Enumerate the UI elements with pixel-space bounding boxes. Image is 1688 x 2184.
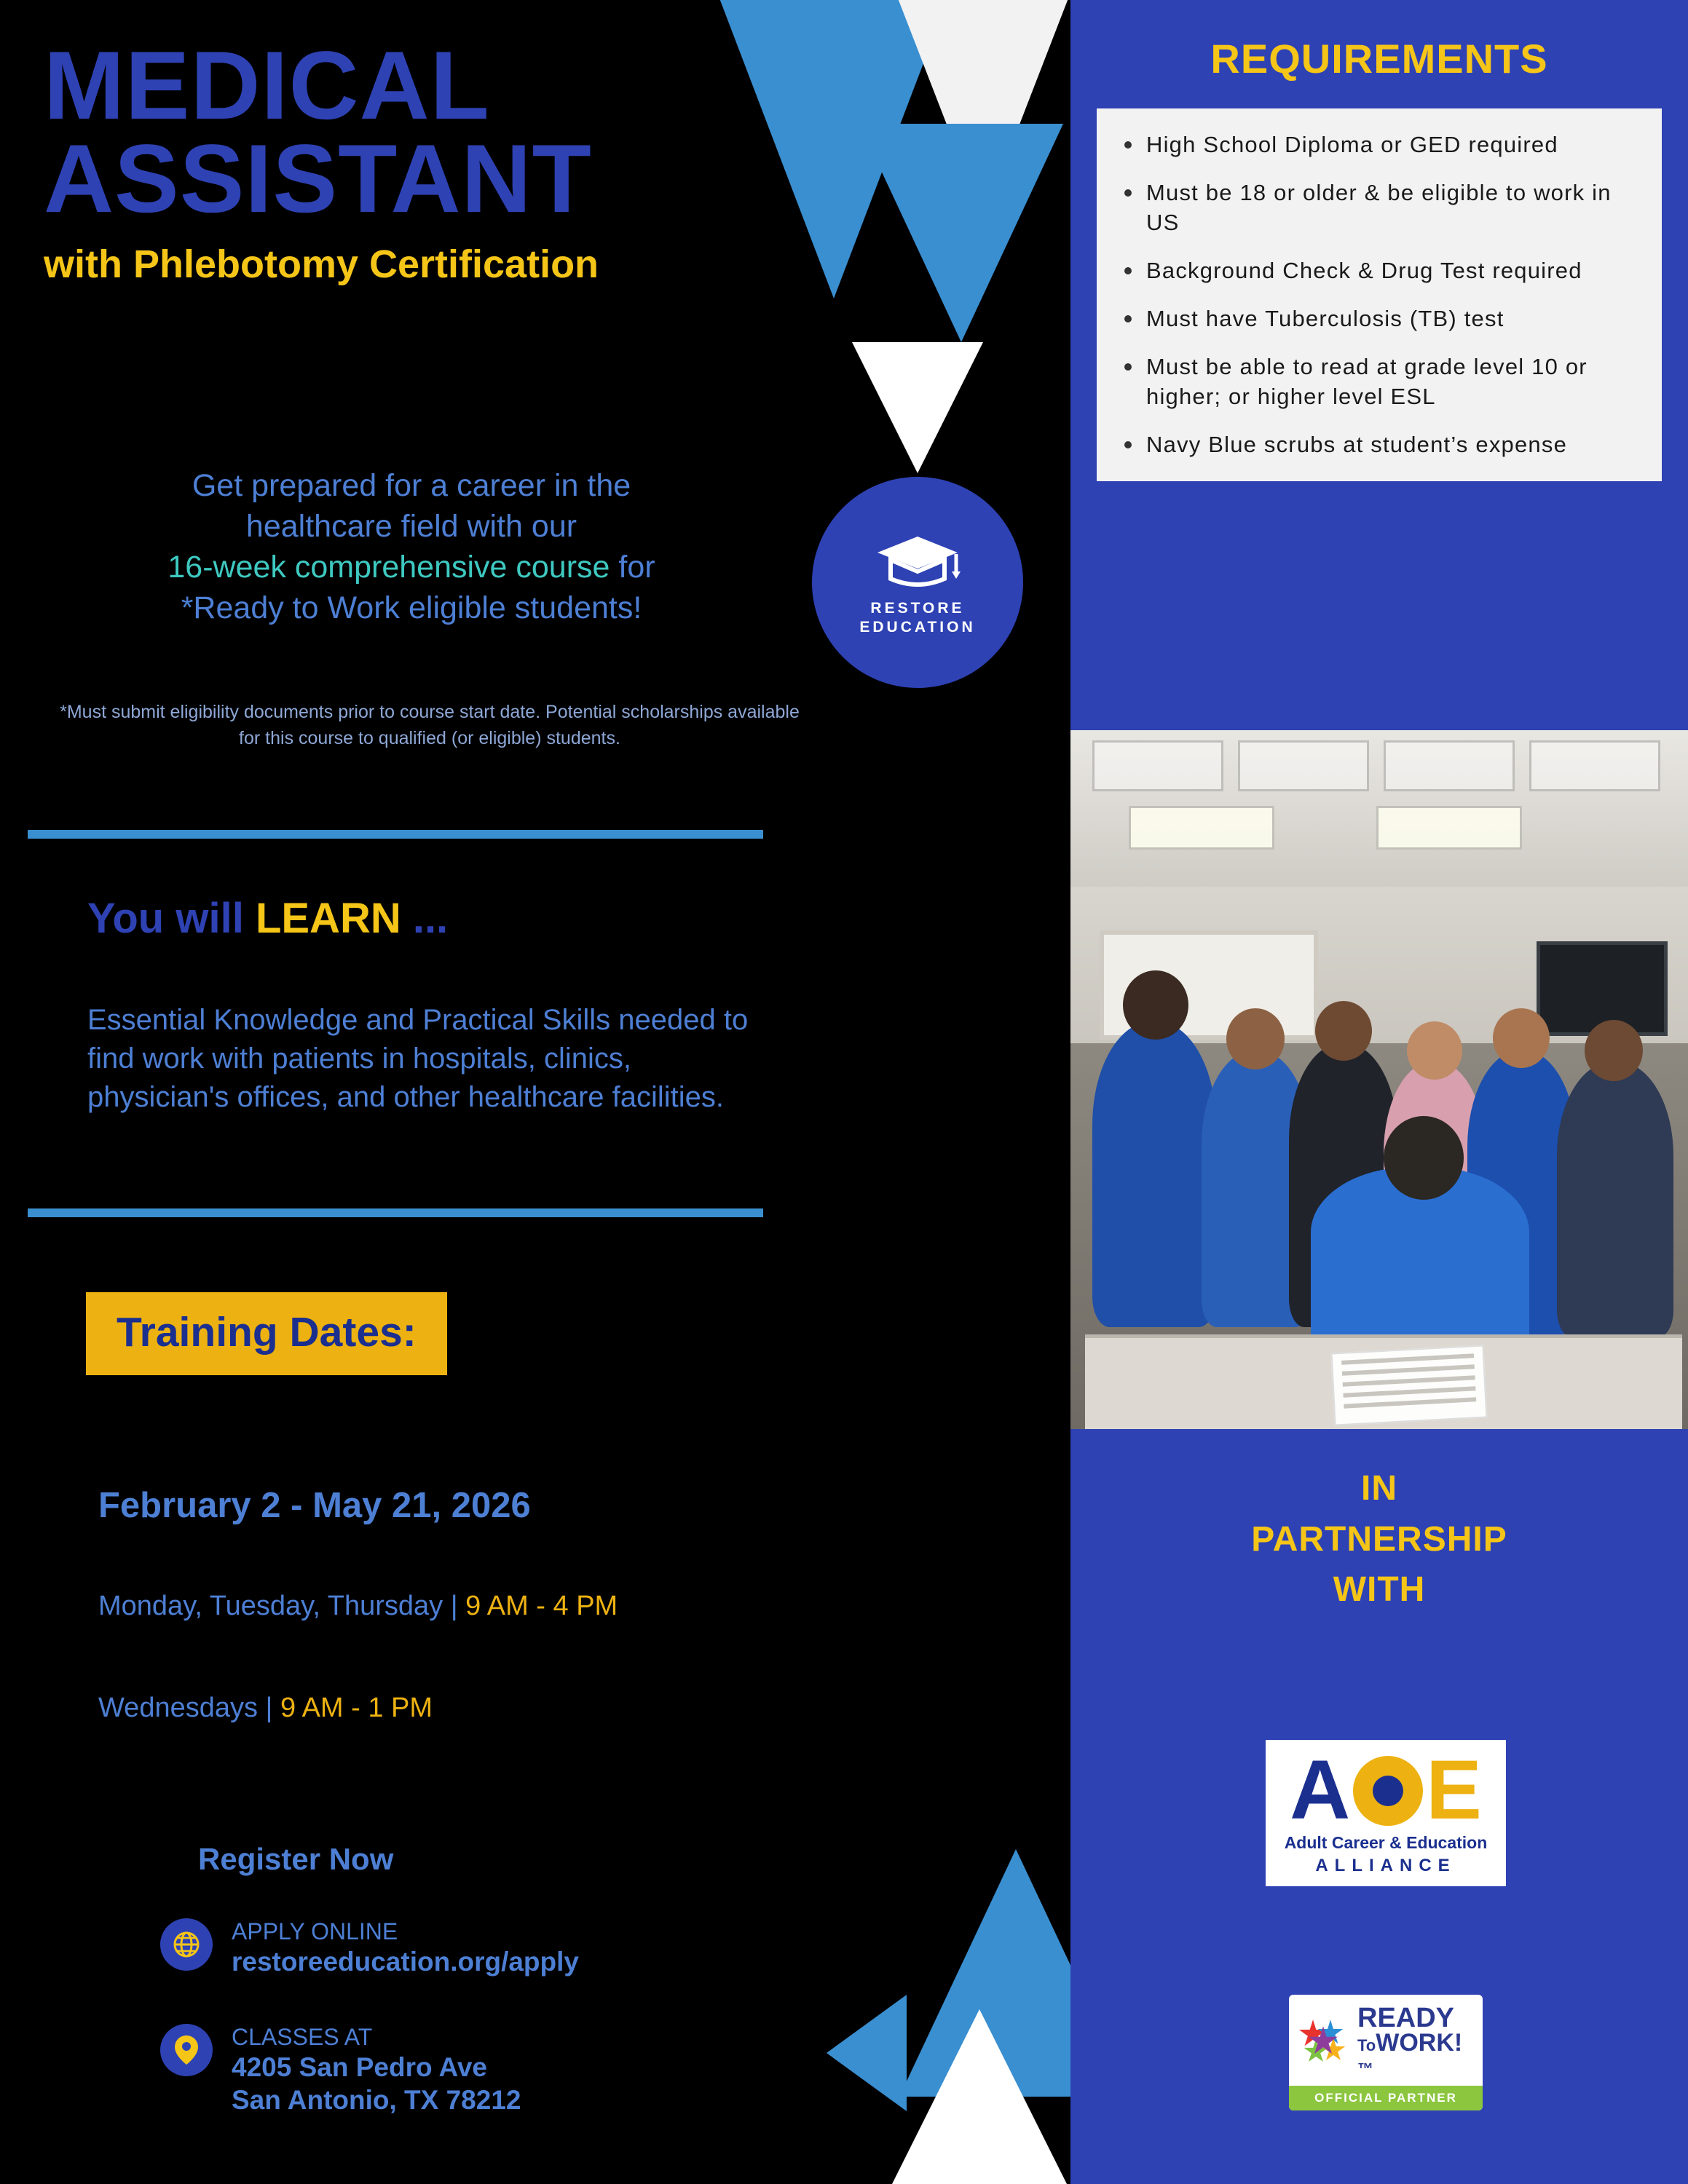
requirements-list	[1116, 130, 1643, 459]
photo-paper	[1331, 1345, 1488, 1426]
photo-person	[1092, 1021, 1216, 1327]
photo-person-head	[1407, 1021, 1462, 1080]
learn-body: Essential Knowledge and Practical Skills needed to find work with patients in hospitals, clinics, physician's offices, and other healthcare facilities.	[87, 1004, 749, 1113]
rtw-line-1: READY	[1357, 2003, 1455, 2033]
schedule-time-2: 9 AM - 1 PM	[280, 1693, 433, 1723]
partnership-heading	[1070, 1463, 1688, 1615]
photo-ceiling-tile	[1238, 740, 1369, 791]
divider-top	[28, 830, 763, 839]
requirements-title: REQUIREMENTS	[1210, 36, 1548, 82]
ready-to-work-main	[1296, 2005, 1475, 2078]
partnership-line-1: IN	[1361, 1469, 1397, 1508]
photo-ceiling-tile	[1384, 740, 1515, 791]
ace-tagline: Adult Career & Education	[1284, 1832, 1488, 1852]
ace-letter-a: A	[1290, 1744, 1351, 1837]
training-date-range: February 2 - May 21, 2026	[98, 1486, 531, 1525]
apply-online-block[interactable]	[160, 1918, 579, 1978]
schedule-row-2	[98, 1693, 433, 1724]
classes-location-text	[232, 2024, 521, 2116]
address-line-1: 4205 San Pedro Ave	[232, 2052, 487, 2082]
location-pin-icon	[160, 2024, 213, 2076]
logo-name-line1: RESTORE	[870, 599, 965, 617]
schedule-row-1	[98, 1591, 618, 1622]
list-item: Must be able to read at grade level 10 or higher; or higher level ESL	[1116, 352, 1643, 411]
photo-ceiling-light	[1376, 806, 1522, 850]
classes-at-label: CLASSES AT	[232, 2024, 373, 2050]
list-item: Must be 18 or older & be eligible to work in US	[1116, 178, 1643, 237]
ace-logo-letters	[1266, 1744, 1506, 1837]
learn-heading-yellow: LEARN	[255, 895, 401, 942]
page-subtitle: with Phlebotomy Certification	[44, 242, 599, 287]
learn-heading-plain: You will	[87, 895, 256, 942]
learn-heading-tail: ...	[401, 895, 449, 942]
photo-ceiling-light	[1129, 806, 1274, 850]
photo-person-head	[1226, 1008, 1285, 1069]
apply-online-text	[232, 1918, 579, 1978]
list-item: Navy Blue scrubs at student’s expense	[1116, 430, 1643, 459]
classes-location-block	[160, 2024, 521, 2116]
learn-heading	[87, 894, 448, 943]
right-column	[1070, 0, 1688, 2184]
photo-person	[1557, 1061, 1673, 1338]
logo-name-line2: EDUCATION	[859, 619, 976, 636]
intro-line-1: Get prepared for a career in the	[192, 468, 631, 503]
schedule-days-2: Wednesdays |	[98, 1693, 280, 1723]
globe-icon	[160, 1918, 213, 1971]
title-line-2: ASSISTANT	[44, 124, 592, 233]
photo-ceiling-tile	[1092, 740, 1223, 791]
ace-logo	[1266, 1740, 1506, 1886]
intro-highlight: 16-week comprehensive course	[167, 549, 610, 585]
fineprint-note: *Must submit eligibility documents prior to course start date. Potential scholarships available for this course to qualified (or eligible) students.	[60, 702, 800, 749]
requirements-card	[1097, 108, 1662, 481]
rtw-work-word: WORK!	[1376, 2029, 1463, 2057]
official-partner-badge: OFFICIAL PARTNER	[1289, 2086, 1483, 2110]
photo-person-head	[1123, 970, 1188, 1040]
partnership-line-3: WITH	[1333, 1570, 1426, 1610]
partnership-line-2: PARTNERSHIP	[1251, 1519, 1507, 1559]
intro-paragraph	[44, 466, 779, 629]
decorative-triangle-blue-mid	[859, 124, 1063, 342]
ace-alliance-label: ALLIANCE	[1315, 1855, 1456, 1875]
photo-person-head	[1585, 1020, 1643, 1081]
photo-person-head	[1493, 1008, 1550, 1068]
training-dates-badge	[86, 1292, 447, 1375]
schedule-time-1: 9 AM - 4 PM	[465, 1591, 618, 1621]
ace-letter-e: E	[1426, 1744, 1482, 1837]
decorative-triangle-left-arrow	[827, 1995, 907, 2111]
rtw-line-2	[1357, 2029, 1462, 2080]
decorative-triangle-white-mid	[852, 342, 983, 473]
list-item: High School Diploma or GED required	[1116, 130, 1643, 159]
schedule-days-1: Monday, Tuesday, Thursday |	[98, 1591, 466, 1621]
list-item: Background Check & Drug Test required	[1116, 256, 1643, 285]
ready-to-work-logo	[1289, 1995, 1483, 2110]
star-burst-icon	[1296, 2014, 1350, 2068]
photo-ceiling-tile	[1529, 740, 1660, 791]
address-line-2: San Antonio, TX 78212	[232, 2084, 521, 2115]
divider-bottom	[28, 1208, 763, 1217]
ready-to-work-text	[1357, 2005, 1475, 2078]
title-line-1: MEDICAL	[44, 32, 490, 140]
intro-line-3-tail: for	[610, 549, 655, 585]
rtw-trademark: ™	[1357, 2060, 1373, 2078]
register-heading: Register Now	[198, 1842, 394, 1876]
graduation-cap-icon	[870, 528, 965, 595]
classroom-photo	[1070, 730, 1688, 1429]
photo-person-head	[1315, 1001, 1372, 1061]
list-item: Must have Tuberculosis (TB) test	[1116, 304, 1643, 333]
page-title	[44, 32, 599, 287]
intro-line-4: *Ready to Work eligible students!	[181, 590, 642, 625]
training-dates-label: Training Dates:	[117, 1309, 417, 1356]
decorative-triangle-white-bottom	[885, 2009, 1070, 2184]
restore-education-logo	[812, 477, 1023, 688]
photo-person-head	[1384, 1116, 1464, 1200]
rtw-to-word: To	[1357, 2036, 1376, 2055]
ace-letter-c-icon	[1353, 1756, 1423, 1826]
apply-online-label: APPLY ONLINE	[232, 1918, 398, 1944]
intro-line-2: healthcare field with our	[245, 508, 577, 544]
logo-wordmark	[859, 599, 975, 638]
apply-online-url[interactable]: restoreeducation.org/apply	[232, 1946, 579, 1977]
